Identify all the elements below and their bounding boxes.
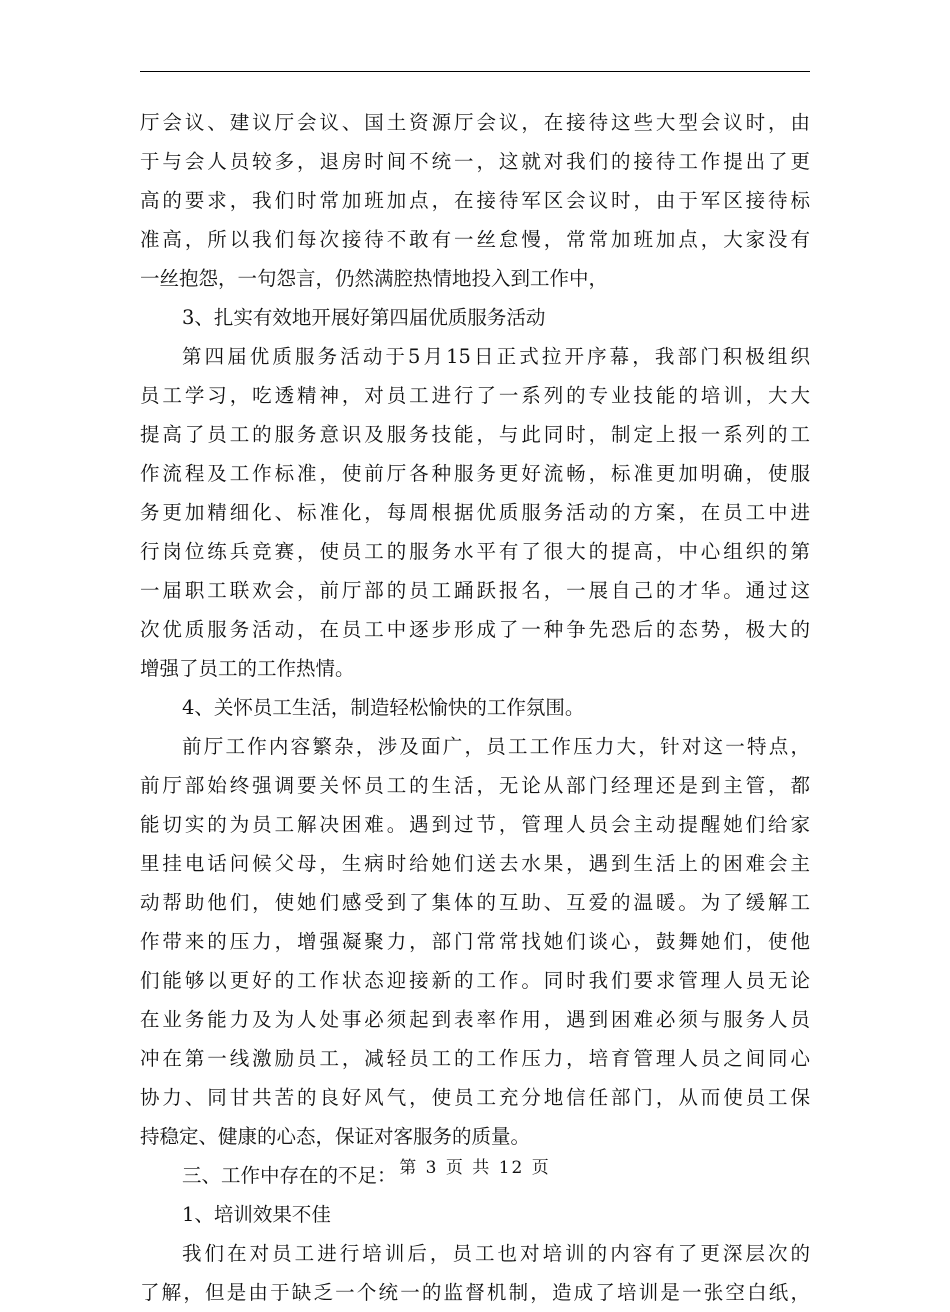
text-line: 1、培训效果不佳 bbox=[182, 1203, 331, 1226]
text-line: 高的要求，我们时常加班加点，在接待军区会议时，由于军区接待标 bbox=[140, 189, 810, 212]
text-line: 4、关怀员工生活，制造轻松愉快的工作氛围。 bbox=[182, 696, 585, 719]
text-line: 前厅工作内容繁杂，涉及面广，员工工作压力大，针对这一特点， bbox=[182, 735, 810, 758]
text-line: 员工学习，吃透精神，对员工进行了一系列的专业技能的培训，大大 bbox=[140, 384, 810, 407]
text-line: 行岗位练兵竞赛，使员工的服务水平有了很大的提高，中心组织的第 bbox=[140, 540, 810, 563]
text-line: 们能够以更好的工作状态迎接新的工作。同时我们要求管理人员无论 bbox=[140, 969, 810, 992]
text-line: 3、扎实有效地开展好第四届优质服务活动 bbox=[182, 306, 546, 329]
text-line: 于与会人员较多，退房时间不统一，这就对我们的接待工作提出了更 bbox=[140, 150, 810, 173]
text-line: 厅会议、建议厅会议、国土资源厅会议，在接待这些大型会议时，由 bbox=[140, 111, 810, 134]
text-line: 了解，但是由于缺乏一个统一的监督机制，造成了培训是一张空白纸， bbox=[140, 1281, 810, 1304]
text-line: 提高了员工的服务意识及服务技能，与此同时，制定上报一系列的工 bbox=[140, 423, 810, 446]
text-line: 一丝抱怨，一句怨言，仍然满腔热情地投入到工作中， bbox=[140, 267, 609, 290]
text-line: 协力、同甘共苦的良好风气，使员工充分地信任部门，从而使员工保 bbox=[140, 1086, 810, 1109]
text-line: 第四届优质服务活动于5月15日正式拉开序幕，我部门积极组织 bbox=[182, 345, 810, 368]
text-line: 冲在第一线激励员工，减轻员工的工作压力，培育管理人员之间同心 bbox=[140, 1047, 810, 1070]
text-line: 我们在对员工进行培训后，员工也对培训的内容有了更深层次的 bbox=[182, 1242, 810, 1265]
text-line: 持稳定、健康的心态，保证对客服务的质量。 bbox=[140, 1125, 531, 1148]
text-line: 作带来的压力，增强凝聚力，部门常常找她们谈心，鼓舞她们，使他 bbox=[140, 930, 810, 953]
text-line: 作流程及工作标准，使前厅各种服务更好流畅，标准更加明确，使服 bbox=[140, 462, 810, 485]
text-line: 三、工作中存在的不足： bbox=[182, 1164, 397, 1187]
header-rule bbox=[140, 71, 810, 72]
document-body bbox=[140, 103, 810, 1312]
page-number-footer: 第 3 页 共 12 页 bbox=[399, 1158, 551, 1178]
text-line: 动帮助他们，使她们感受到了集体的互助、互爱的温暖。为了缓解工 bbox=[140, 891, 810, 914]
text-line: 在业务能力及为人处事必须起到表率作用，遇到困难必须与服务人员 bbox=[140, 1008, 810, 1031]
text-line: 次优质服务活动，在员工中逐步形成了一种争先恐后的态势，极大的 bbox=[140, 618, 810, 641]
text-line: 一届职工联欢会，前厅部的员工踊跃报名，一展自己的才华。通过这 bbox=[140, 579, 810, 602]
text-line: 务更加精细化、标准化，每周根据优质服务活动的方案，在员工中进 bbox=[140, 501, 810, 524]
text-line: 增强了员工的工作热情。 bbox=[140, 657, 355, 680]
text-line: 能切实的为员工解决困难。遇到过节，管理人员会主动提醒她们给家 bbox=[140, 813, 810, 836]
text-line: 准高，所以我们每次接待不敢有一丝怠慢，常常加班加点，大家没有 bbox=[140, 228, 810, 251]
text-line: 里挂电话问候父母，生病时给她们送去水果，遇到生活上的困难会主 bbox=[140, 852, 810, 875]
text-line: 前厅部始终强调要关怀员工的生活，无论从部门经理还是到主管，都 bbox=[140, 774, 810, 797]
